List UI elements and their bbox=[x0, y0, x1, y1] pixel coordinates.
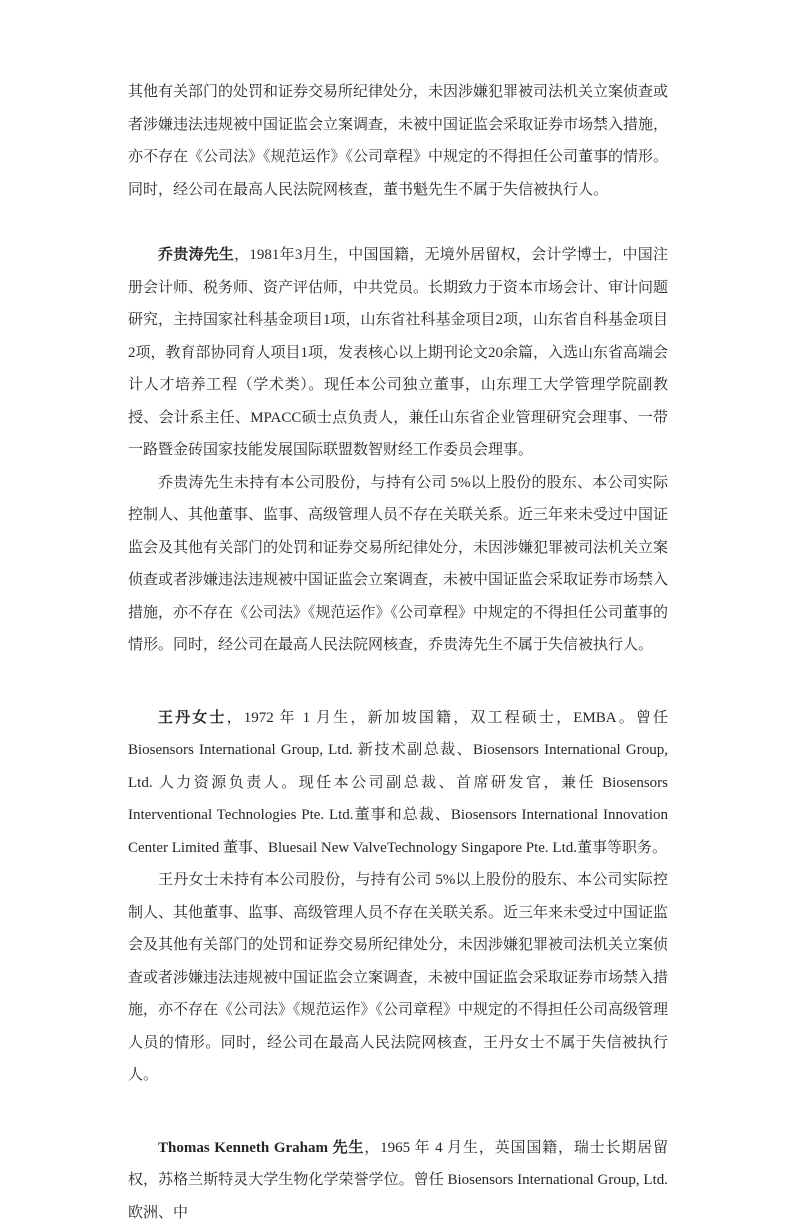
paragraph-text: 王丹女士未持有本公司股份，与持有公司 5%以上股份的股东、本公司实际控制人、其他董事、监事、高级管理人员不存在关联关系。近三年来未受过中国证监会及其他有关部门的处罚和证券交易所纪律处分，未因涉嫌犯罪被司法机关立案侦查或者涉嫌违法违规被中国证监会立案调查，未被中国证监会采取证券市场禁入措施，亦不存在《公司法》《规范运作》《公司章程》中规定的不得担任公司高级管理人员的情形。同时，经公司在最高人民法院网核查，王丹女士不属于失信被执行人。 bbox=[128, 872, 668, 1083]
paragraph-dong-shukui-compliance bbox=[128, 76, 668, 206]
document-text-block bbox=[128, 76, 668, 1229]
paragraph-qiao-guitao-bio bbox=[128, 239, 668, 467]
paragraph-text: 其他有关部门的处罚和证券交易所纪律处分，未因涉嫌犯罪被司法机关立案侦查或者涉嫌违法违规被中国证监会立案调查，未被中国证监会采取证券市场禁入措施，亦不存在《公司法》《规范运作》《公司章程》中规定的不得担任公司董事的情形。同时，经公司在最高人民法院网核查，董书魁先生不属于失信被执行人。 bbox=[128, 84, 668, 198]
paragraph-wang-dan-bio bbox=[128, 702, 668, 865]
person-name-qiao-guitao: 乔贵涛先生 bbox=[158, 247, 234, 263]
paragraph-thomas-graham-bio bbox=[128, 1132, 668, 1229]
paragraph-text: 乔贵涛先生未持有本公司股份，与持有公司 5%以上股份的股东、本公司实际控制人、其他董事、监事、高级管理人员不存在关联关系。近三年来未受过中国证监会及其他有关部门的处罚和证券交易所纪律处分，未因涉嫌犯罪被司法机关立案侦查或者涉嫌违法违规被中国证监会立案调查，未被中国证监会采取证券市场禁入措施，亦不存在《公司法》《规范运作》《公司章程》中规定的不得担任公司董事的情形。同时，经公司在最高人民法院网核查，乔贵涛先生不属于失信被执行人。 bbox=[128, 475, 668, 654]
paragraph-qiao-guitao-compliance bbox=[128, 467, 668, 662]
paragraph-text: ，1965 年 4 月生，英国国籍，瑞士长期居留权，苏格兰斯特灵大学生物化学荣誉学位。曾任 Biosensors International Group, Ltd. 欧洲、中 bbox=[128, 1140, 668, 1221]
person-name-thomas-kenneth-graham: Thomas Kenneth Graham 先生 bbox=[158, 1140, 364, 1156]
paragraph-wang-dan-compliance bbox=[128, 864, 668, 1092]
person-name-wang-dan: 王丹女士 bbox=[158, 710, 227, 726]
paragraph-text: ，1981年3月生，中国国籍，无境外居留权，会计学博士，中国注册会计师、税务师、资产评估师，中共党员。长期致力于资本市场会计、审计问题研究，主持国家社科基金项目1项，山东省社科基金项目2项，山东省自科基金项目2项，教育部协同育人项目1项，发表核心以上期刊论文20余篇，入选山东省高端会计人才培养工程（学术类）。现任本公司独立董事，山东理工大学管理学院副教授、会计系主任、MPACC硕士点负责人，兼任山东省企业管理研究会理事、一带一路暨金砖国家技能发展国际联盟数智财经工作委员会理事。 bbox=[128, 247, 668, 458]
paragraph-text: ，1972 年 1 月生，新加坡国籍，双工程硕士，EMBA。曾任 Biosensors International Group, Ltd. 新技术副总裁、Biosensors International Group, Ltd. 人力资源负责人。现任本公司副总裁、首席研发官，兼任 Biosensors Interventional Technologies Pte. Ltd.董事和总裁、Biosensors International Innovation Center Limited 董事、Bluesail New ValveTechnology Singapore Pte. Ltd.董事等职务。 bbox=[128, 710, 668, 856]
